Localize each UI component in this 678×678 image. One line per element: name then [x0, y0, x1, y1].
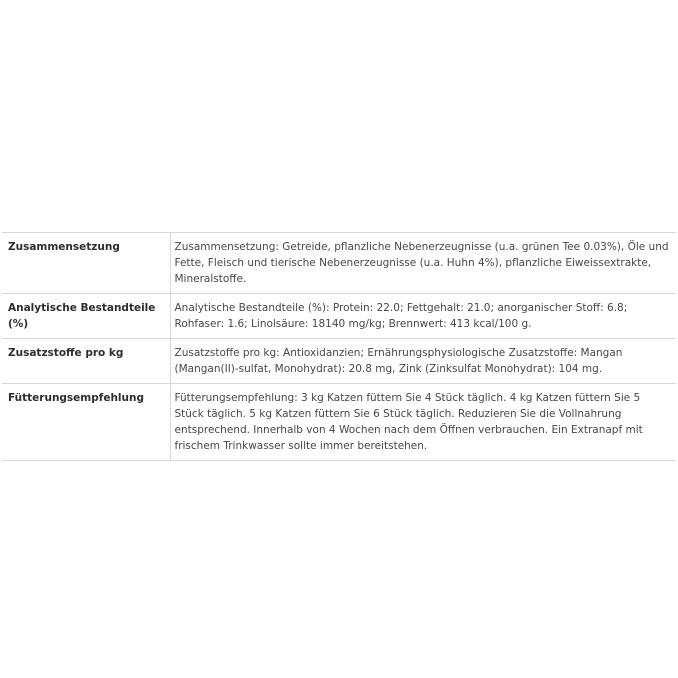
table-row	[2, 294, 676, 339]
row-label-zusatzstoffe: Zusatzstoffe pro kg	[2, 339, 170, 384]
row-label-fuetterungsempfehlung: Fütterungsempfehlung	[2, 384, 170, 461]
row-value-zusammensetzung: Zusammensetzung: Getreide, pflanzliche Nebenerzeugnisse (u.a. grünen Tee 0.03%), Öle und Fette, Fleisch und tierische Nebenerzeugnisse (u.a. Huhn 4%), pflanzliche Eiweissextrakte, Mineralstoffe.	[170, 233, 676, 294]
row-value-analytische-bestandteile: Analytische Bestandteile (%): Protein: 22.0; Fettgehalt: 21.0; anorganischer Stoff: 6.8; Rohfaser: 1.6; Linolsäure: 18140 mg/kg; Brennwert: 413 kcal/100 g.	[170, 294, 676, 339]
row-value-fuetterungsempfehlung: Fütterungsempfehlung: 3 kg Katzen füttern Sie 4 Stück täglich. 4 kg Katzen füttern Sie 5 Stück täglich. 5 kg Katzen füttern Sie 6 Stück täglich. Reduzieren Sie die Vollnahrung entsprechend. Innerhalb von 4 Wochen nach dem Öffnen verbrauchen. Ein Extranapf mit frischem Trinkwasser sollte immer bereitstehen.	[170, 384, 676, 461]
row-label-analytische-bestandteile: Analytische Bestandteile (%)	[2, 294, 170, 339]
table-row	[2, 233, 676, 294]
table-row	[2, 384, 676, 461]
product-info-table-container	[2, 232, 676, 461]
product-info-table	[2, 232, 676, 461]
table-row	[2, 339, 676, 384]
row-label-zusammensetzung: Zusammensetzung	[2, 233, 170, 294]
row-value-zusatzstoffe: Zusatzstoffe pro kg: Antioxidanzien; Ernährungsphysiologische Zusatzstoffe: Mangan (Mangan(II)-sulfat, Monohydrat): 20.8 mg, Zink (Zinksulfat Monohydrat): 104 mg.	[170, 339, 676, 384]
